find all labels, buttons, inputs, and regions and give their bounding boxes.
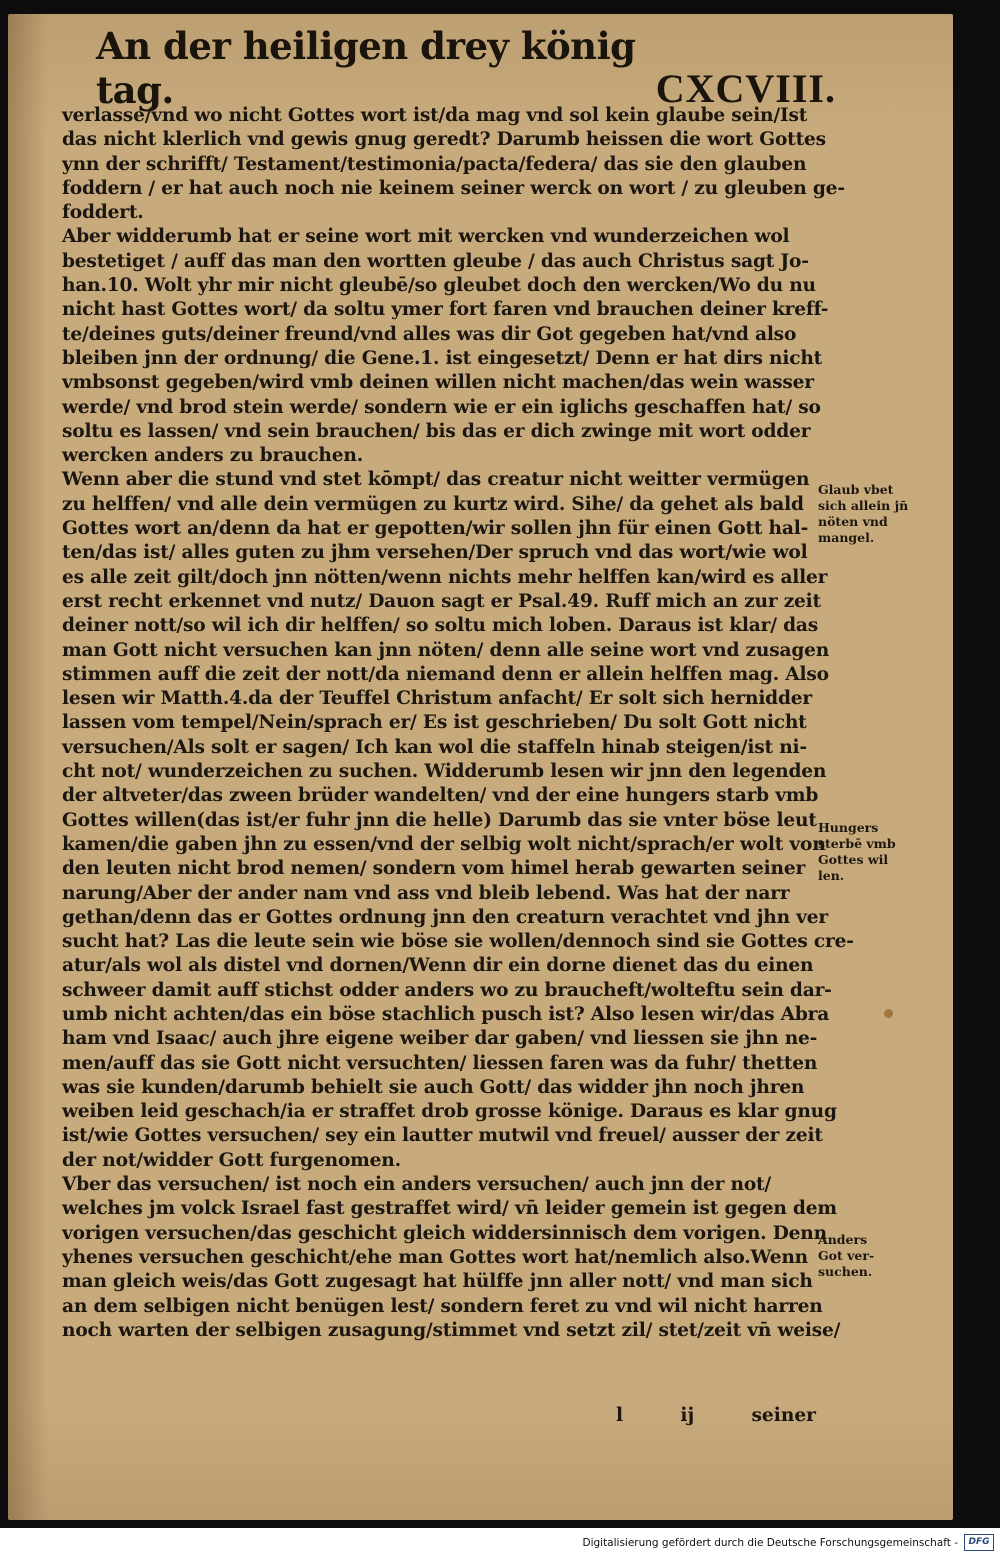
text-line: welches jm volck Israel fast gestraffet wird/ vn̄ leider gemein ist gegen dem: [62, 1198, 837, 1220]
text-line: der altveter/das zween brüder wandelten/ vnd der eine hungers starb vmb: [62, 785, 819, 807]
text-line: Gottes wort an/denn da hat er gepotten/wir sollen jhn für einen Gott hal-: [62, 518, 809, 540]
text-line: Wenn aber die stund vnd stet kōmpt/ das creatur nicht weitter vermügen: [62, 469, 810, 491]
text-line: man Gott nicht versuchen kan jnn nöten/ denn alle seine wort vnd zusagen: [62, 639, 830, 661]
text-line: der not/widder Gott furgenomen.: [62, 1149, 401, 1171]
text-line: deiner nott/so wil ich dir helffen/ so soltu mich loben. Daraus ist klar/ das: [62, 615, 818, 637]
text-line: umb nicht achten/das ein böse stachlich pusch ist? Also lesen wir/das Abra: [62, 1003, 830, 1025]
text-line: lassen vom tempel/Nein/sprach er/ Es ist geschrieben/ Du solt Gott nicht: [62, 712, 807, 734]
text-line: kamen/die gaben jhn zu essen/vnd der selbig wolt nicht/sprach/er wolt von: [62, 833, 826, 855]
funding-credit: Digitalisierung gefördert durch die Deutsche Forschungsgemeinschaft -: [582, 1537, 958, 1549]
text-line: weiben leid geschach/ia er straffet drob grosse könige. Daraus es klar gnug: [62, 1101, 837, 1123]
footer-bar: [0, 1528, 1000, 1555]
marginal-note-line: len.: [818, 868, 845, 883]
marginal-note-line: Got ver-: [818, 1248, 875, 1263]
text-line: atur/als wol als distel vnd dornen/Wenn dir ein dorne dienet das du einen: [62, 955, 814, 977]
text-line: men/auff das sie Gott nicht versuchten/ liessen faren was da fuhr/ thetten: [62, 1052, 818, 1074]
marginal-note-line: sterbē vmb: [818, 836, 896, 851]
text-line: werde/ vnd brod stein werde/ sondern wie er ein iglichs geschaffen hat/ so: [62, 396, 821, 418]
text-line: ten/das ist/ alles guten zu jhm versehen/Der spruch vnd das wort/wie wol: [62, 542, 808, 564]
text-line: sucht hat? Las die leute sein wie böse sie wollen/dennoch sind sie Gottes cre-: [62, 931, 854, 953]
text-line: stimmen auff die zeit der nott/da niemand denn er allein helffen mag. Also: [62, 663, 829, 685]
text-line: foddern / er hat auch noch nie keinem seiner werck on wort / zu gleuben ge-: [62, 177, 845, 199]
text-line: verlasse/vnd wo nicht Gottes wort ist/da mag vnd sol kein glaube sein/Ist: [62, 105, 808, 126]
text-line: man gleich weis/das Gott zugesagt hat hülffe jnn aller nott/ vnd man sich: [62, 1271, 813, 1293]
marginal-note-line: nöten vnd: [818, 514, 888, 529]
text-line: nicht hast Gottes wort/ da soltu ymer fort faren vnd brauchen deiner kreff-: [62, 299, 829, 321]
text-line: soltu es lassen/ vnd sein brauchen/ bis das er dich zwinge mit wort odder: [62, 420, 811, 442]
signature-number: ij: [680, 1405, 695, 1426]
marginal-note-1: [818, 482, 910, 546]
marginal-note-line: Glaub vbet: [818, 482, 894, 497]
text-line: gethan/denn das er Gottes ordnung jnn den creaturn verachtet vnd jhn ver: [62, 906, 829, 928]
text-line: was sie kunden/darumb behielt sie auch Gott/ das widder jhn noch jhren: [62, 1076, 805, 1098]
marginal-note-2: [818, 820, 910, 884]
marginal-note-3: [818, 1232, 910, 1280]
dfg-logo-icon: DFG: [964, 1534, 994, 1551]
text-line: vorigen versuchen/das geschicht gleich widdersinnisch dem vorigen. Denn: [62, 1222, 827, 1244]
text-line: erst recht erkennet vnd nutz/ Dauon sagt er Psal.49. Ruff mich an zur zeit: [62, 590, 821, 612]
marginal-note-line: Hungers: [818, 820, 879, 835]
signature-line: [616, 1405, 816, 1426]
text-line: wercken anders zu brauchen.: [62, 445, 363, 467]
text-line: lesen wir Matth.4.da der Teuffel Christum anfacht/ Er solt sich hernidder: [62, 688, 813, 710]
marginal-note-line: suchen.: [818, 1264, 873, 1279]
text-line: den leuten nicht brod nemen/ sondern vom himel herab gewarten seiner: [62, 858, 806, 880]
text-line: narung/Aber der ander nam vnd ass vnd bleib lebend. Was hat der narr: [62, 882, 790, 904]
text-line: te/deines guts/deiner freund/vnd alles was dir Got gegeben hat/vnd also: [62, 323, 797, 345]
text-line: ham vnd Isaac/ auch jhre eigene weiber dar gaben/ vnd liessen sie jhn ne-: [62, 1028, 818, 1050]
text-line: Aber widderumb hat er seine wort mit wercken vnd wunderzeichen wol: [62, 226, 790, 248]
text-line: han.10. Wolt yhr mir nicht gleubē/so gleubet doch den wercken/Wo du nu: [62, 275, 816, 297]
marginal-note-line: Gottes wil: [818, 852, 889, 867]
catchword: seiner: [751, 1405, 816, 1426]
ink-stain: [884, 1009, 893, 1018]
text-line: Gottes willen(das ist/er fuhr jnn die helle) Darumb das sie vnter böse leut: [62, 809, 817, 831]
text-line: schweer damit auff stichst odder anders wo zu braucheft/wolteftu sein dar-: [62, 979, 832, 1001]
text-line: foddert.: [62, 202, 144, 224]
text-line: noch warten der selbigen zusagung/stimmet vnd setzt zil/ stet/zeit vn̄ weise/: [62, 1319, 841, 1341]
text-line: ynn der schrifft/ Testament/testimonia/pacta/federa/ das sie den glauben: [62, 153, 807, 175]
marginal-note-line: Anders: [818, 1232, 868, 1247]
text-line: es alle zeit gilt/doch jnn nötten/wenn nichts mehr helffen kan/wird es aller: [62, 566, 828, 588]
header-title: An der heiligen drey könig tag.: [96, 24, 636, 112]
signature-mark: l: [616, 1405, 624, 1426]
folio-number: CXCVIII.: [655, 66, 836, 111]
text-line: bleiben jnn der ordnung/ die Gene.1. ist eingesetzt/ Denn er hat dirs nicht: [62, 347, 823, 369]
marginal-note-line: mangel.: [818, 530, 875, 545]
text-line: vmbsonst gegeben/wird vmb deinen willen nicht machen/das wein wasser: [62, 372, 814, 394]
text-line: Vber das versuchen/ ist noch ein anders versuchen/ auch jnn der not/: [62, 1174, 772, 1196]
marginal-note-line: sich allein jn̄: [818, 498, 909, 513]
text-line: zu helffen/ vnd alle dein vermügen zu kurtz wird. Sihe/ da gehet als bald: [62, 493, 804, 515]
text-line: cht not/ wunderzeichen zu suchen. Widderumb lesen wir jnn den legenden: [62, 761, 827, 783]
text-line: yhenes versuchen geschicht/ehe man Gottes wort hat/nemlich also.Wenn: [62, 1246, 808, 1268]
text-line: das nicht klerlich vnd gewis gnug geredt? Darumb heissen die wort Gottes: [62, 129, 826, 151]
text-line: versuchen/Als solt er sagen/ Ich kan wol die staffeln hinab steigen/ist ni-: [62, 736, 807, 758]
text-line: ist/wie Gottes versuchen/ sey ein lautter mutwil vnd freuel/ ausser der zeit: [62, 1125, 823, 1147]
text-line: bestetiget / auff das man den wortten gleube / das auch Christus sagt Jo-: [62, 250, 809, 272]
text-line: an dem selbigen nicht benügen lest/ sondern feret zu vnd wil nicht harren: [62, 1295, 823, 1317]
